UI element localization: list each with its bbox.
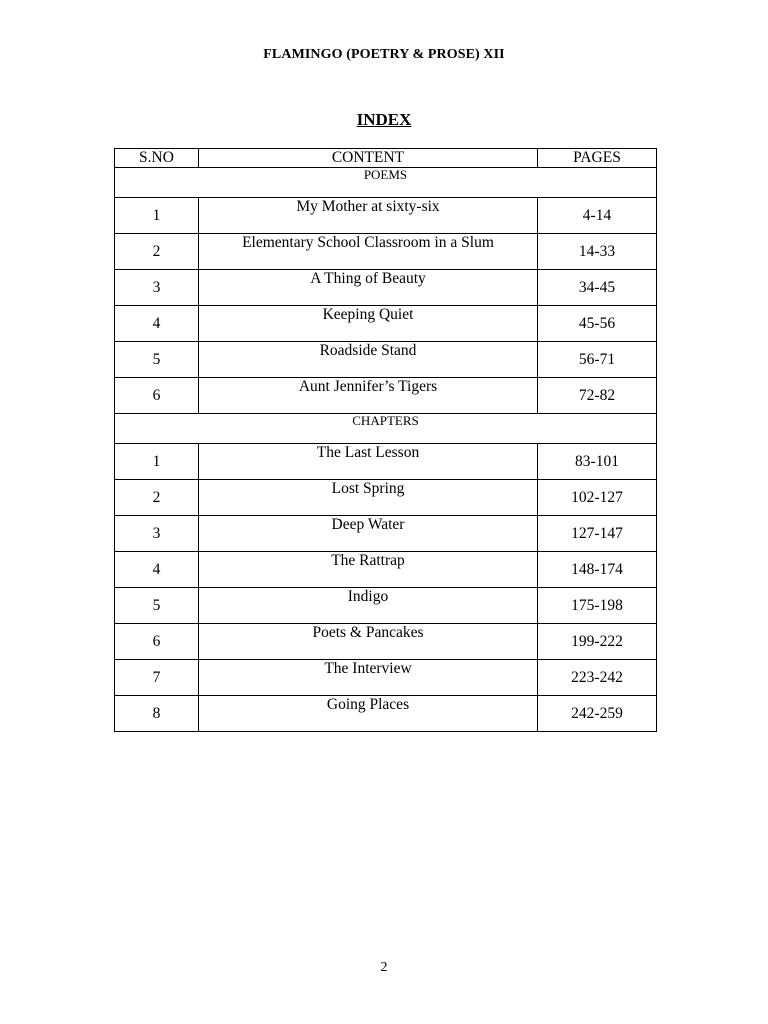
- content-title-cell: My Mother at sixty-six: [199, 198, 538, 234]
- running-header: FLAMINGO (POETRY & PROSE) XII: [263, 47, 505, 62]
- section-label: CHAPTERS: [115, 414, 657, 444]
- serial-number-cell: 2: [115, 234, 199, 270]
- table-header-row: [115, 149, 657, 168]
- section-label: POEMS: [115, 168, 657, 198]
- table-row: [115, 306, 657, 342]
- serial-number-cell: 3: [115, 270, 199, 306]
- table-row: [115, 696, 657, 732]
- content-title-cell: The Rattrap: [199, 552, 538, 588]
- serial-number-cell: 7: [115, 660, 199, 696]
- serial-number-cell: 1: [115, 444, 199, 480]
- table-row: [115, 588, 657, 624]
- page-range-cell: 127-147: [538, 516, 657, 552]
- page-range-cell: 242-259: [538, 696, 657, 732]
- serial-number-cell: 2: [115, 480, 199, 516]
- table-row: [115, 624, 657, 660]
- content-title-cell: Roadside Stand: [199, 342, 538, 378]
- page-range-cell: 4-14: [538, 198, 657, 234]
- serial-number-cell: 1: [115, 198, 199, 234]
- content-title-cell: The Interview: [199, 660, 538, 696]
- table-row: [115, 660, 657, 696]
- serial-number-cell: 8: [115, 696, 199, 732]
- index-table: [114, 148, 657, 732]
- table-row: [115, 480, 657, 516]
- content-title-cell: Keeping Quiet: [199, 306, 538, 342]
- table-row: [115, 234, 657, 270]
- page-number: 2: [380, 960, 388, 975]
- page-range-cell: 83-101: [538, 444, 657, 480]
- page-range-cell: 34-45: [538, 270, 657, 306]
- serial-number-cell: 4: [115, 552, 199, 588]
- table-row: [115, 270, 657, 306]
- page-range-cell: 199-222: [538, 624, 657, 660]
- page-range-cell: 175-198: [538, 588, 657, 624]
- content-title-cell: Lost Spring: [199, 480, 538, 516]
- page-range-cell: 45-56: [538, 306, 657, 342]
- serial-number-cell: 3: [115, 516, 199, 552]
- content-title-cell: Aunt Jennifer’s Tigers: [199, 378, 538, 414]
- page-range-cell: 56-71: [538, 342, 657, 378]
- content-title-cell: A Thing of Beauty: [199, 270, 538, 306]
- section-row: [115, 168, 657, 198]
- serial-number-cell: 5: [115, 588, 199, 624]
- table-row: [115, 342, 657, 378]
- table-row: [115, 552, 657, 588]
- serial-number-cell: 6: [115, 624, 199, 660]
- page-range-cell: 223-242: [538, 660, 657, 696]
- page-range-cell: 102-127: [538, 480, 657, 516]
- content-title-cell: Elementary School Classroom in a Slum: [199, 234, 538, 270]
- serial-number-cell: 5: [115, 342, 199, 378]
- serial-number-cell: 6: [115, 378, 199, 414]
- content-title-cell: The Last Lesson: [199, 444, 538, 480]
- content-title-cell: Going Places: [199, 696, 538, 732]
- table-row: [115, 378, 657, 414]
- content-title-cell: Poets & Pancakes: [199, 624, 538, 660]
- table-row: [115, 444, 657, 480]
- index-title: INDEX: [356, 110, 412, 129]
- serial-number-cell: 4: [115, 306, 199, 342]
- section-row: [115, 414, 657, 444]
- table-row: [115, 198, 657, 234]
- column-header-sno: S.NO: [115, 149, 199, 168]
- page-range-cell: 148-174: [538, 552, 657, 588]
- index-table-body: [115, 168, 657, 732]
- page-range-cell: 14-33: [538, 234, 657, 270]
- content-title-cell: Indigo: [199, 588, 538, 624]
- column-header-content: CONTENT: [199, 149, 538, 168]
- table-row: [115, 516, 657, 552]
- page-range-cell: 72-82: [538, 378, 657, 414]
- content-title-cell: Deep Water: [199, 516, 538, 552]
- column-header-pages: PAGES: [538, 149, 657, 168]
